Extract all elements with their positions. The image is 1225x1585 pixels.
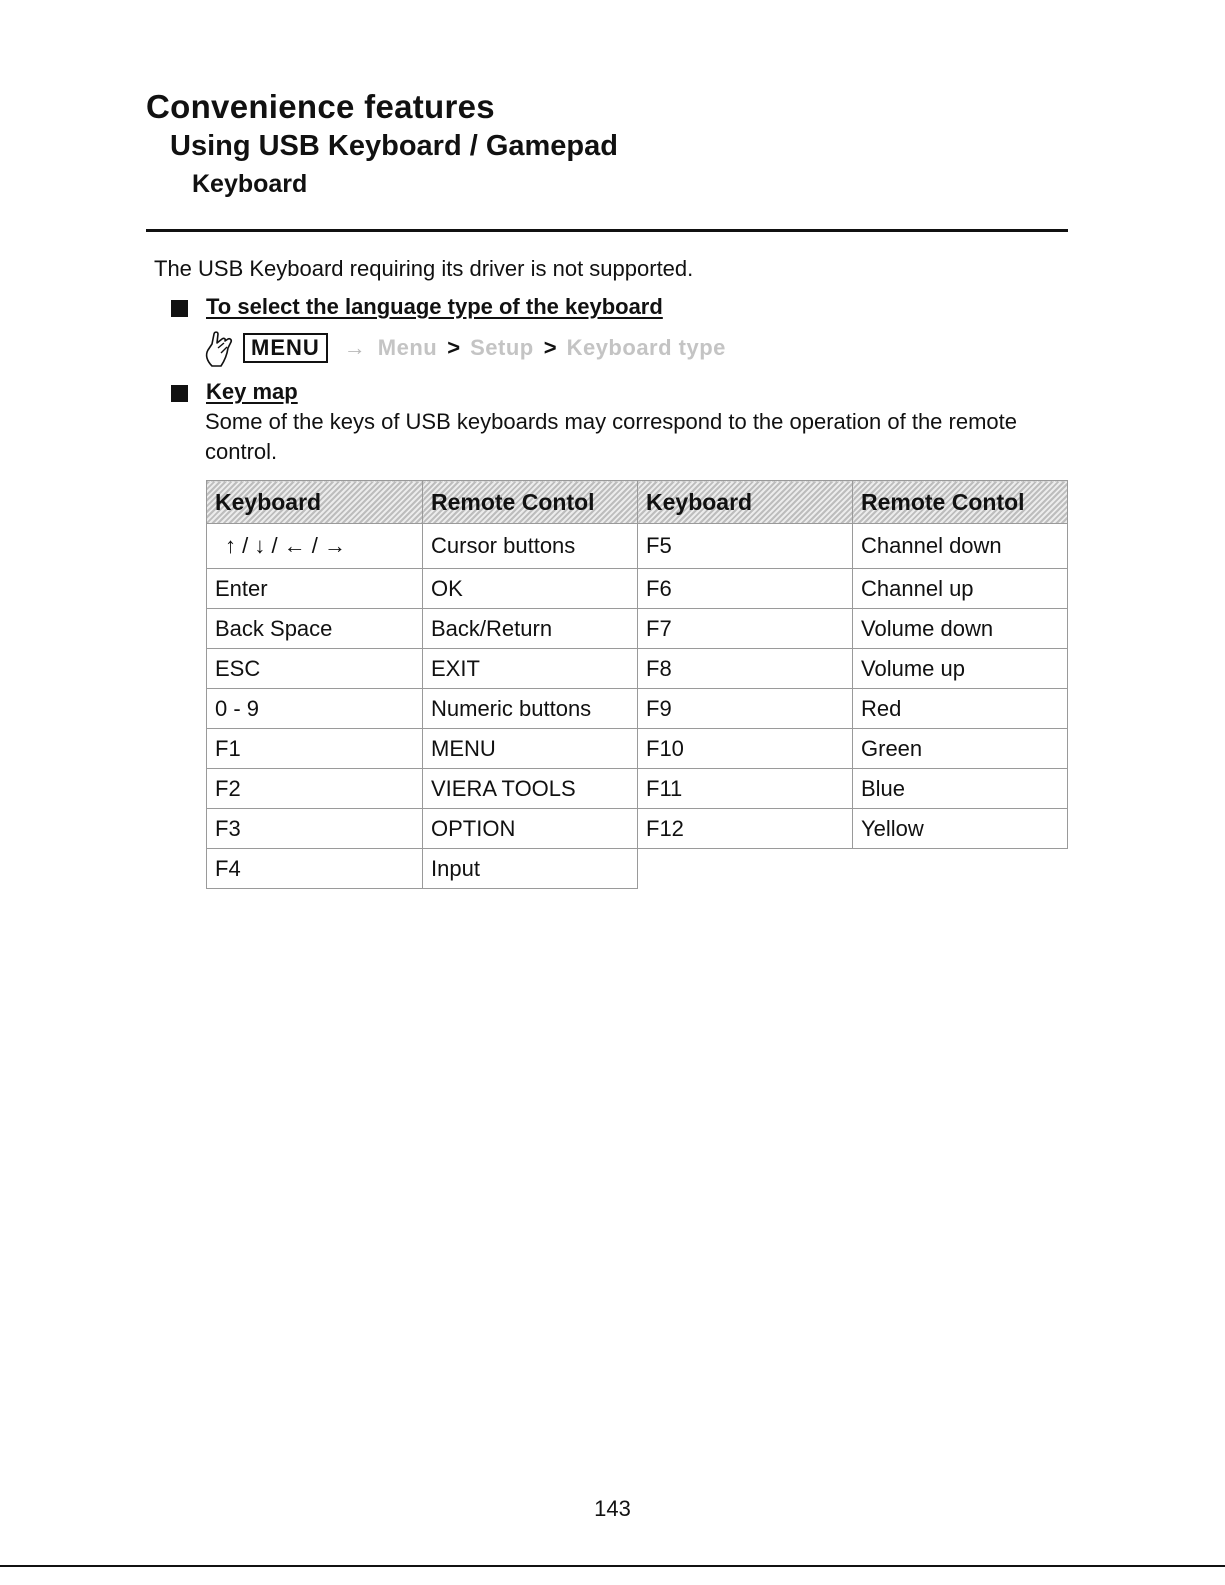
menu-button[interactable]: MENU — [243, 333, 328, 363]
table-cell: Input — [423, 849, 638, 889]
table-cell: F6 — [638, 569, 853, 609]
section-heading: Keyboard — [192, 170, 308, 198]
table-row — [207, 769, 1068, 809]
table-cell: F2 — [207, 769, 423, 809]
table-cell: 0 - 9 — [207, 689, 423, 729]
table-cell: OK — [423, 569, 638, 609]
table-cell: F1 — [207, 729, 423, 769]
table-cell: EXIT — [423, 649, 638, 689]
path-separator: > — [543, 335, 557, 360]
path-setup: Setup — [470, 335, 534, 360]
table-cell: Red — [853, 689, 1068, 729]
bullet-square-icon — [171, 300, 188, 317]
table-cell: F4 — [207, 849, 423, 889]
table-row — [207, 849, 1068, 889]
table-row — [207, 524, 1068, 569]
language-section-title[interactable]: To select the language type of the keyboard — [206, 294, 663, 319]
path-keyboard-type: Keyboard type — [566, 335, 726, 360]
table-row — [207, 809, 1068, 849]
keymap-description: Some of the keys of USB keyboards may correspond to the operation of the remote control. — [205, 409, 1017, 464]
header-divider — [146, 229, 1068, 232]
page-subtitle: Using USB Keyboard / Gamepad — [170, 130, 618, 162]
menu-path — [203, 328, 726, 368]
table-row — [207, 609, 1068, 649]
table-cell: OPTION — [423, 809, 638, 849]
arrow-right-icon: → — [343, 335, 366, 360]
page-title: Convenience features — [146, 88, 495, 125]
table-cell: Channel up — [853, 569, 1068, 609]
table-cell: F3 — [207, 809, 423, 849]
table-cell: Back/Return — [423, 609, 638, 649]
bullet-square-icon — [171, 385, 188, 402]
header-remote-control: Remote Contol — [853, 481, 1068, 524]
table-row — [207, 689, 1068, 729]
keymap-table — [206, 480, 1068, 889]
header-keyboard: Keyboard — [638, 481, 853, 524]
path-separator: > — [447, 335, 461, 360]
keymap-section-title[interactable]: Key map — [206, 379, 298, 404]
header-remote-control: Remote Contol — [423, 481, 638, 524]
table-cell: Yellow — [853, 809, 1068, 849]
table-row — [207, 729, 1068, 769]
page-number: 143 — [594, 1496, 631, 1521]
page-bottom-border — [0, 1565, 1225, 1567]
table-cell: Numeric buttons — [423, 689, 638, 729]
table-cell: MENU — [423, 729, 638, 769]
table-cell: F8 — [638, 649, 853, 689]
empty-cell — [638, 849, 853, 889]
hand-pointer-icon — [203, 328, 237, 368]
table-header-row — [207, 481, 1068, 524]
table-row — [207, 649, 1068, 689]
empty-cell — [853, 849, 1068, 889]
header-keyboard: Keyboard — [207, 481, 423, 524]
table-cell: Green — [853, 729, 1068, 769]
table-cell: F10 — [638, 729, 853, 769]
table-cell: Cursor buttons — [423, 524, 638, 569]
table-cell: Volume down — [853, 609, 1068, 649]
intro-text: The USB Keyboard requiring its driver is not supported. — [154, 256, 694, 281]
table-cell: F11 — [638, 769, 853, 809]
table-cell: Enter — [207, 569, 423, 609]
table-cell: F9 — [638, 689, 853, 729]
table-cell: F12 — [638, 809, 853, 849]
table-cell: ESC — [207, 649, 423, 689]
table-cell: Blue — [853, 769, 1068, 809]
table-cell: ↑ / ↓ / ← / → — [207, 524, 423, 569]
path-menu: Menu — [377, 335, 438, 360]
table-cell: F7 — [638, 609, 853, 649]
table-cell: Back Space — [207, 609, 423, 649]
table-cell: Channel down — [853, 524, 1068, 569]
table-cell: Volume up — [853, 649, 1068, 689]
table-row — [207, 569, 1068, 609]
table-cell: VIERA TOOLS — [423, 769, 638, 809]
table-cell: F5 — [638, 524, 853, 569]
